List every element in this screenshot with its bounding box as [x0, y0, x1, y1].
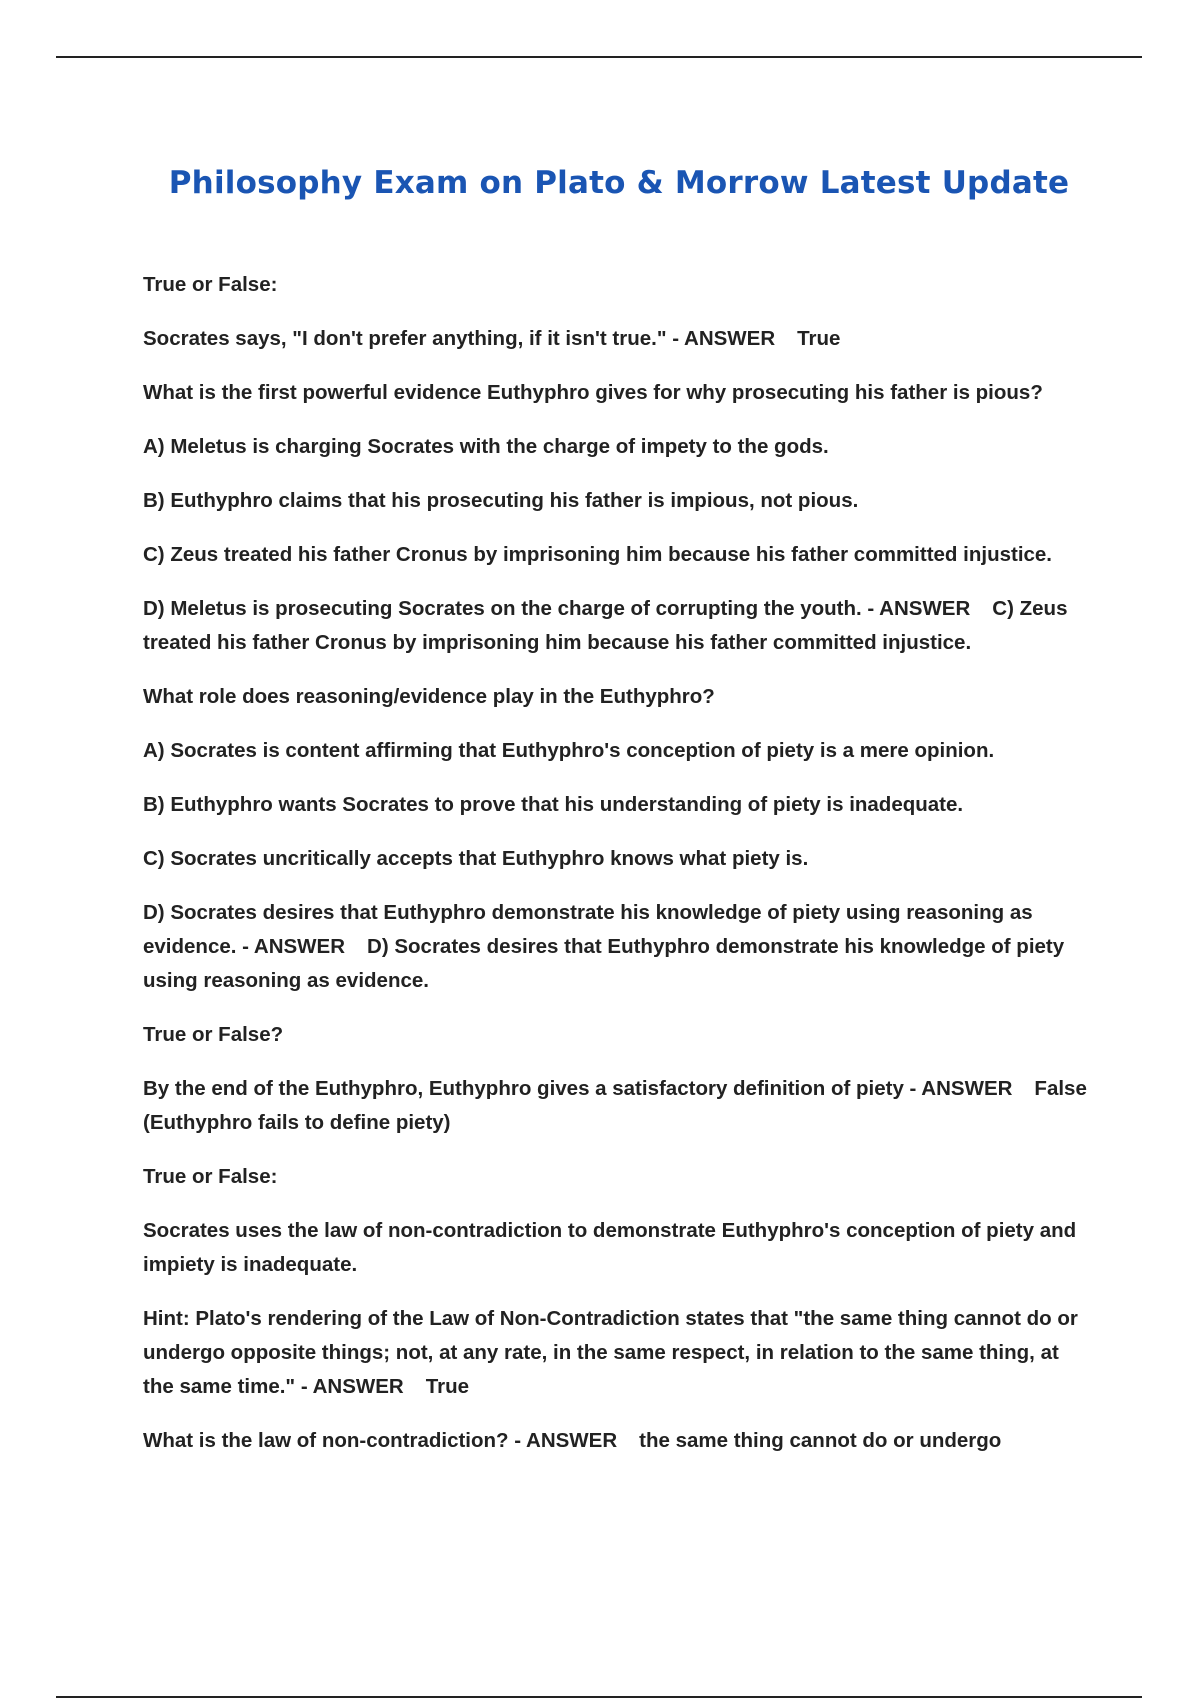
paragraph: True or False:: [143, 1165, 278, 1188]
page-title: Philosophy Exam on Plato & Morrow Latest Update: [168, 164, 1070, 201]
paragraph: True or False:: [143, 273, 278, 296]
paragraph: Hint: Plato's rendering of the Law of Non-Contradiction states that "the same thing cannot do or undergo opposite things; not, at any rate, in the same respect, in relation to the same thing, at the same time." - ANSWER True: [143, 1307, 1078, 1398]
paragraph: Socrates says, "I don't prefer anything, if it isn't true." - ANSWER True: [143, 327, 841, 350]
paragraph: C) Socrates uncritically accepts that Euthyphro knows what piety is.: [143, 847, 809, 870]
paragraph: B) Euthyphro wants Socrates to prove that his understanding of piety is inadequate.: [143, 793, 964, 816]
document-body: [143, 268, 1093, 1478]
bottom-rule: [56, 1696, 1142, 1698]
paragraph: What is the law of non-contradiction? - ANSWER the same thing cannot do or undergo: [143, 1429, 1002, 1452]
answer-text: False (Euthyphro fails to define piety): [143, 1077, 1087, 1134]
paragraph: C) Zeus treated his father Cronus by imprisoning him because his father committed injustice.: [143, 543, 1053, 566]
answer-text: D) Socrates desires that Euthyphro demonstrate his knowledge of piety using reasoning as evidence.: [143, 935, 1065, 992]
answer-text: True: [425, 1375, 470, 1398]
paragraph: A) Meletus is charging Socrates with the charge of impety to the gods.: [143, 435, 829, 458]
top-rule: [56, 56, 1142, 58]
paragraph: B) Euthyphro claims that his prosecuting his father is impious, not pious.: [143, 489, 859, 512]
paragraph: True or False?: [143, 1023, 284, 1046]
paragraph: What role does reasoning/evidence play in the Euthyphro?: [143, 685, 715, 708]
paragraph: Socrates uses the law of non-contradiction to demonstrate Euthyphro's conception of piety and impiety is inadequate.: [143, 1219, 1077, 1276]
paragraph: What is the first powerful evidence Euthyphro gives for why prosecuting his father is pious?: [143, 381, 1043, 404]
paragraph: D) Meletus is prosecuting Socrates on the charge of corrupting the youth. - ANSWER C) Zeus treated his father Cronus by imprisoning him because his father committed injustice.: [143, 597, 1068, 654]
paragraph: By the end of the Euthyphro, Euthyphro gives a satisfactory definition of piety - ANSWER False (Euthyphro fails to define piety): [143, 1077, 1087, 1134]
answer-text: C) Zeus treated his father Cronus by imprisoning him because his father committed injustice.: [143, 597, 1068, 654]
paragraph: A) Socrates is content affirming that Euthyphro's conception of piety is a mere opinion.: [143, 739, 995, 762]
answer-text: True: [797, 327, 841, 350]
paragraph: D) Socrates desires that Euthyphro demonstrate his knowledge of piety using reasoning as evidence. - ANSWER D) Socrates desires that Euthyphro demonstrate his knowledge of piety using reasoning as evidence.: [143, 901, 1065, 992]
answer-text: the same thing cannot do or undergo: [639, 1429, 1002, 1452]
